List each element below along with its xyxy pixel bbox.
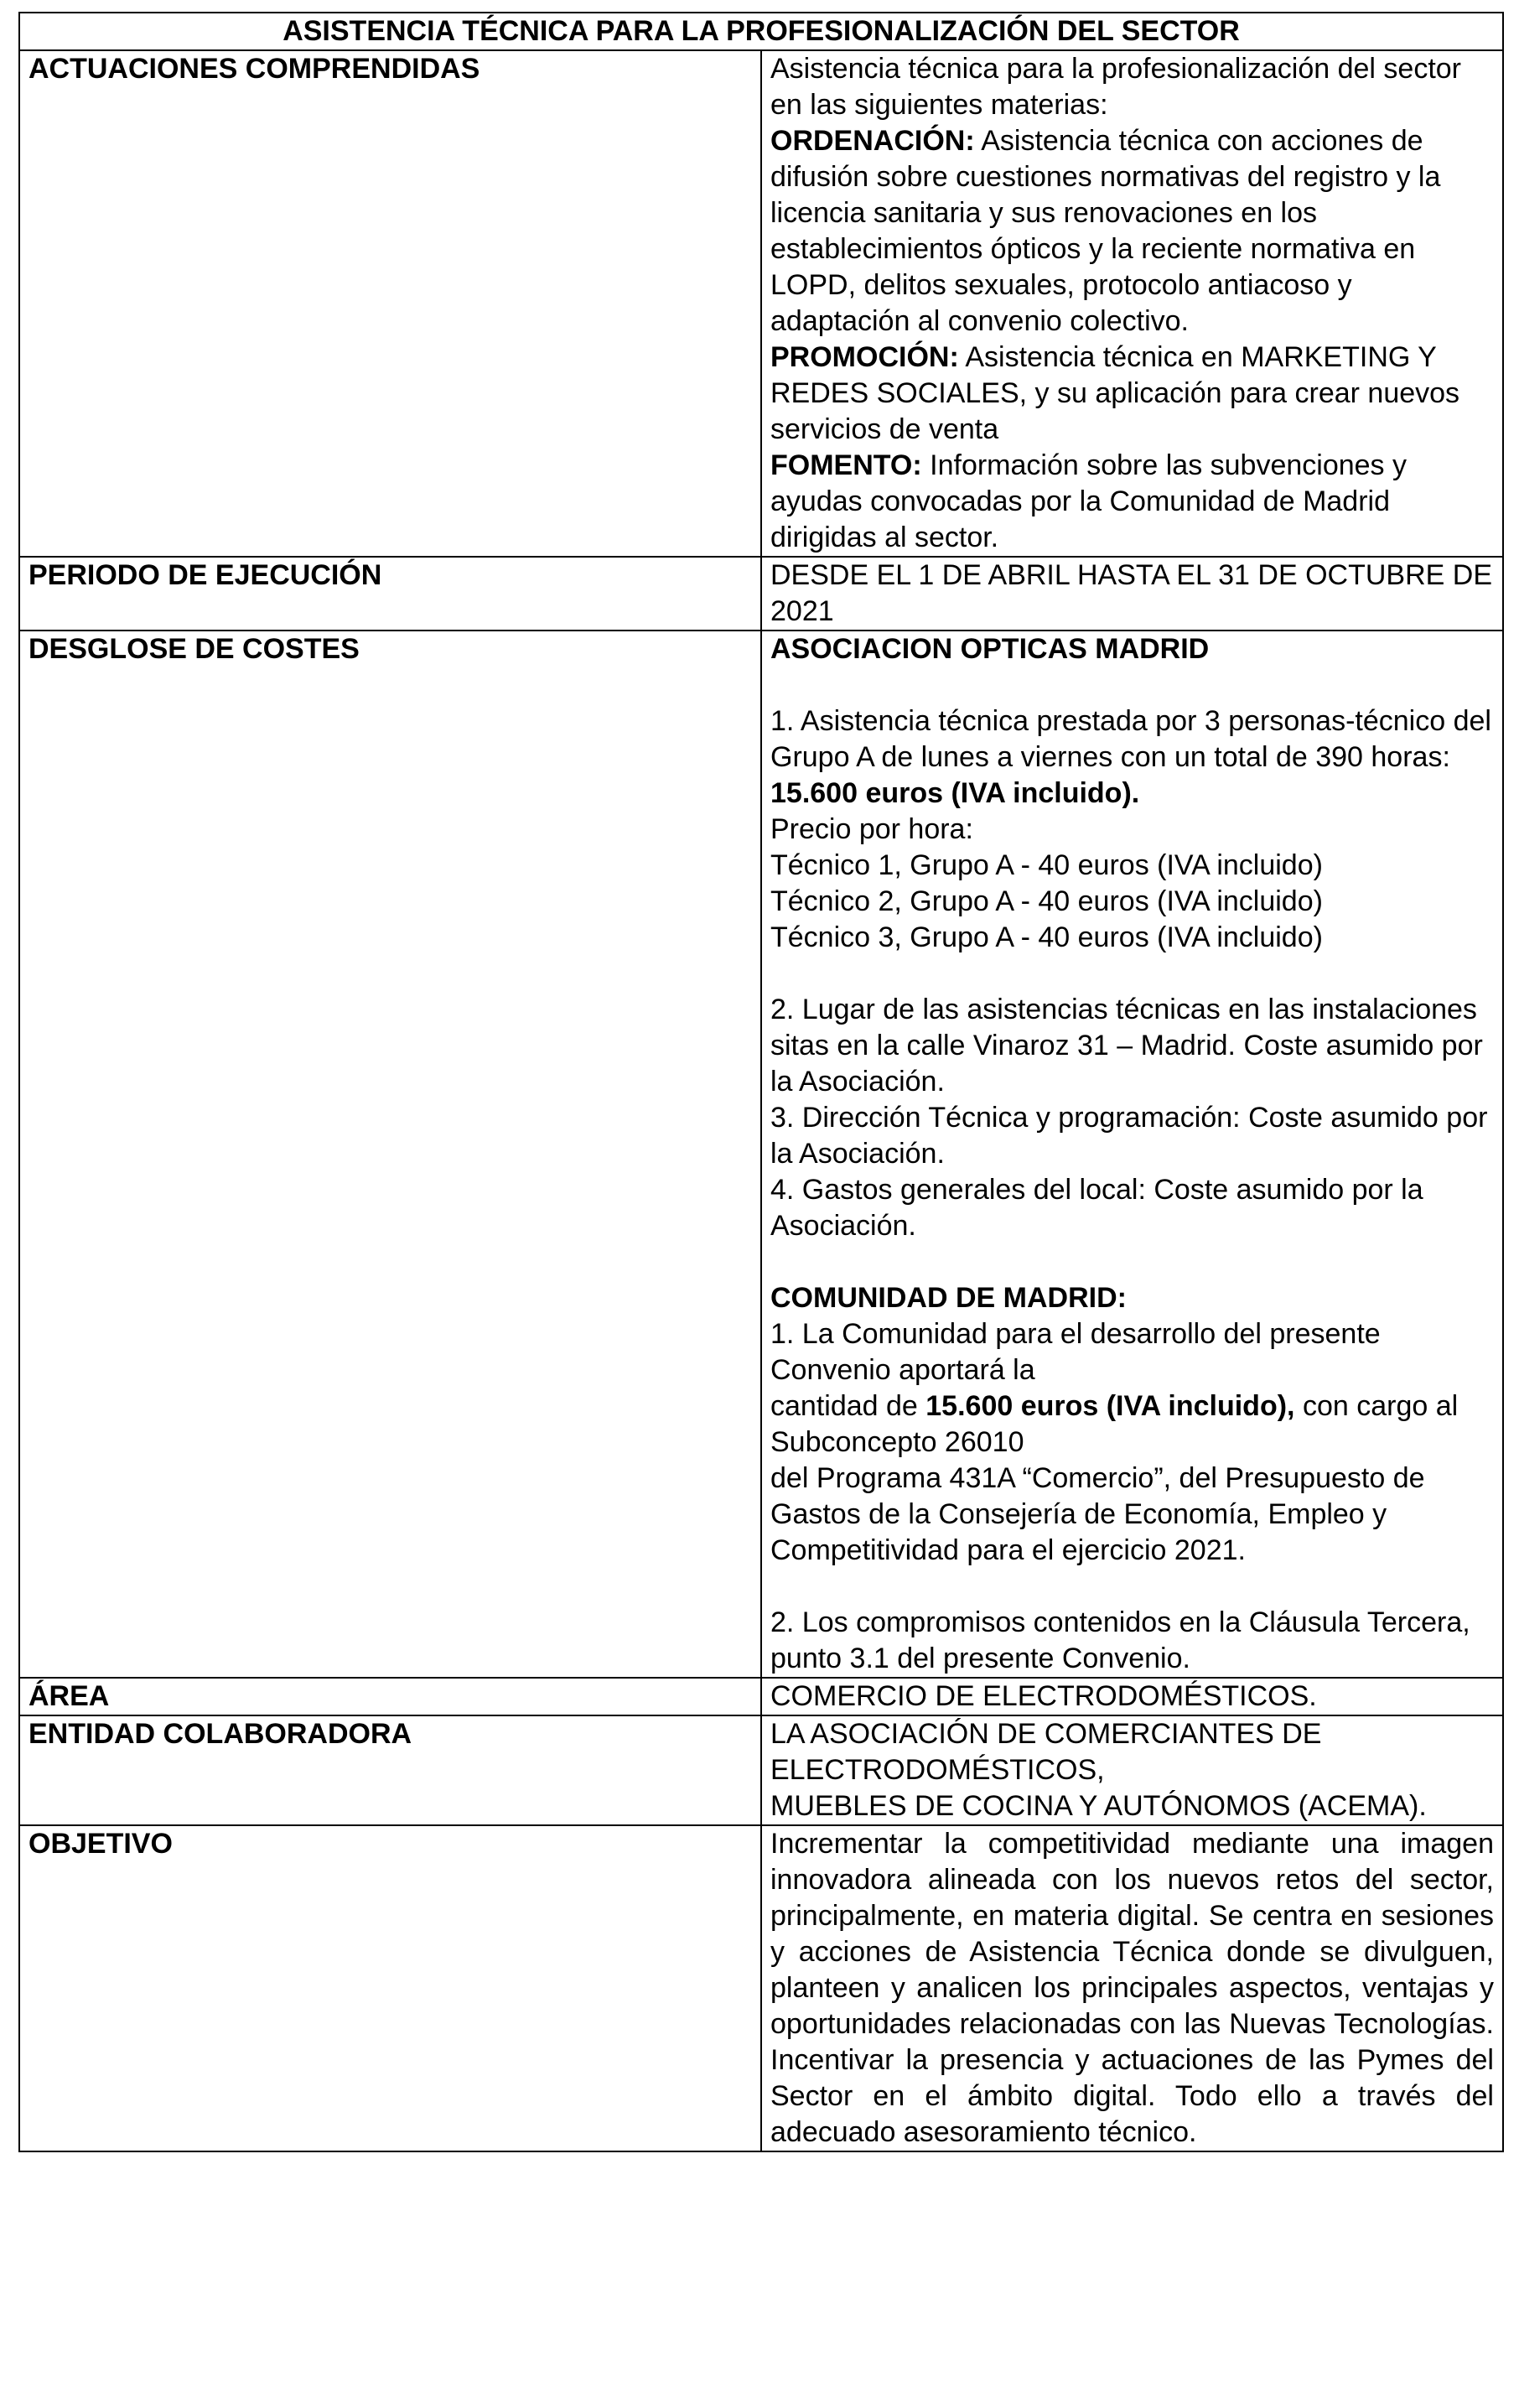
tecnico-1: Técnico 1, Grupo A - 40 euros (IVA incluido) — [770, 849, 1323, 881]
cm-item-2: 2. Los compromisos contenidos en la Cláusula Tercera, punto 3.1 del presente Convenio. — [770, 1606, 1470, 1674]
row-actuaciones — [19, 50, 1503, 557]
content-area: COMERCIO DE ELECTRODOMÉSTICOS. — [761, 1678, 1503, 1715]
row-desglose — [19, 631, 1503, 1678]
content-periodo: DESDE EL 1 DE ABRIL HASTA EL 31 DE OCTUBRE DE 2021 — [761, 557, 1503, 631]
cm-item1-pre: cantidad de — [770, 1390, 926, 1422]
precio-hora: Precio por hora: — [770, 813, 973, 845]
label-objetivo: OBJETIVO — [19, 1825, 761, 2151]
row-area — [19, 1678, 1503, 1715]
desglose-item-2: 2. Lugar de las asistencias técnicas en las instalaciones sitas en la calle Vinaroz 31 – Madrid. Coste asumido por la Asociación. — [770, 994, 1483, 1098]
ordenacion-paragraph — [770, 123, 1494, 340]
fomento-label: FOMENTO: — [770, 449, 922, 481]
ordenacion-label: ORDENACIÓN: — [770, 125, 975, 157]
row-periodo — [19, 557, 1503, 631]
entidad-line-2: MUEBLES DE COCINA Y AUTÓNOMOS (ACEMA). — [770, 1790, 1427, 1822]
content-entidad — [761, 1715, 1503, 1825]
tecnico-2: Técnico 2, Grupo A - 40 euros (IVA incluido) — [770, 885, 1323, 917]
label-periodo: PERIODO DE EJECUCIÓN — [19, 557, 761, 631]
cm-item1-post: con cargo al Subconcepto 26010 — [770, 1390, 1459, 1458]
actuaciones-intro: Asistencia técnica para la profesionalización del sector en las siguientes materias: — [770, 53, 1462, 121]
spacer — [770, 667, 1494, 703]
promocion-paragraph — [770, 340, 1494, 448]
tecnico-3: Técnico 3, Grupo A - 40 euros (IVA incluido) — [770, 921, 1323, 953]
desglose-item-3: 3. Dirección Técnica y programación: Coste asumido por la Asociación. — [770, 1102, 1488, 1170]
row-objetivo — [19, 1825, 1503, 2151]
fomento-text: Información sobre las subvenciones y ayudas convocadas por la Comunidad de Madrid dirigidas al sector. — [770, 449, 1408, 553]
cm-item-1-line-3: del Programa 431A “Comercio”, del Presupuesto de Gastos de la Consejería de Economía, Empleo y Competitividad para el ejercicio 2021. — [770, 1462, 1425, 1566]
item1-amount: 15.600 euros (IVA incluido). — [770, 777, 1140, 809]
spacer — [770, 1244, 1494, 1280]
fomento-paragraph — [770, 448, 1494, 556]
label-desglose: DESGLOSE DE COSTES — [19, 631, 761, 1678]
content-desglose — [761, 631, 1503, 1678]
asociacion-heading: ASOCIACION OPTICAS MADRID — [770, 633, 1210, 665]
cm-item1-amount: 15.600 euros (IVA incluido), — [925, 1390, 1295, 1422]
desglose-item-1 — [770, 703, 1494, 812]
title-row — [19, 13, 1503, 50]
content-actuaciones — [761, 50, 1503, 557]
item1-text: 1. Asistencia técnica prestada por 3 personas-técnico del Grupo A de lunes a viernes con un total de 390 horas: — [770, 705, 1491, 773]
promocion-label: PROMOCIÓN: — [770, 341, 959, 373]
row-entidad — [19, 1715, 1503, 1825]
label-entidad: ENTIDAD COLABORADORA — [19, 1715, 761, 1825]
cm-item-1-line-1: 1. La Comunidad para el desarrollo del presente Convenio aportará la — [770, 1318, 1381, 1386]
table-title: ASISTENCIA TÉCNICA PARA LA PROFESIONALIZACIÓN DEL SECTOR — [19, 13, 1503, 50]
promocion-text: Asistencia técnica en MARKETING Y REDES SOCIALES, y su aplicación para crear nuevos servicios de venta — [770, 341, 1460, 445]
program-table — [18, 12, 1504, 2152]
cm-item-1-line-2 — [770, 1388, 1494, 1461]
content-objetivo: Incrementar la competitividad mediante una imagen innovadora alineada con los nuevos retos del sector, principalmente, en materia digital. Se centra en sesiones y acciones de Asistencia Técnica donde se divulguen, planteen y analicen los principales aspectos, ventajas y oportunidades relacionadas con las Nuevas Tecnologías. Incentivar la presencia y actuaciones de las Pymes del Sector en el ámbito digital. Todo ello a través del adecuado asesoramiento técnico. — [761, 1825, 1503, 2151]
label-area: ÁREA — [19, 1678, 761, 1715]
desglose-item-4: 4. Gastos generales del local: Coste asumido por la Asociación. — [770, 1174, 1423, 1242]
comunidad-heading: COMUNIDAD DE MADRID: — [770, 1282, 1127, 1314]
entidad-line-1: LA ASOCIACIÓN DE COMERCIANTES DE ELECTRODOMÉSTICOS, — [770, 1718, 1322, 1786]
label-actuaciones: ACTUACIONES COMPRENDIDAS — [19, 50, 761, 557]
ordenacion-text: Asistencia técnica con acciones de difusión sobre cuestiones normativas del registro y la licencia sanitaria y sus renovaciones en los establecimientos ópticos y la reciente normativa en LOPD, delitos sexuales, protocolo antiacoso y adaptación al convenio colectivo. — [770, 125, 1441, 337]
document-page — [18, 12, 1504, 2152]
spacer — [770, 956, 1494, 992]
spacer — [770, 1569, 1494, 1605]
